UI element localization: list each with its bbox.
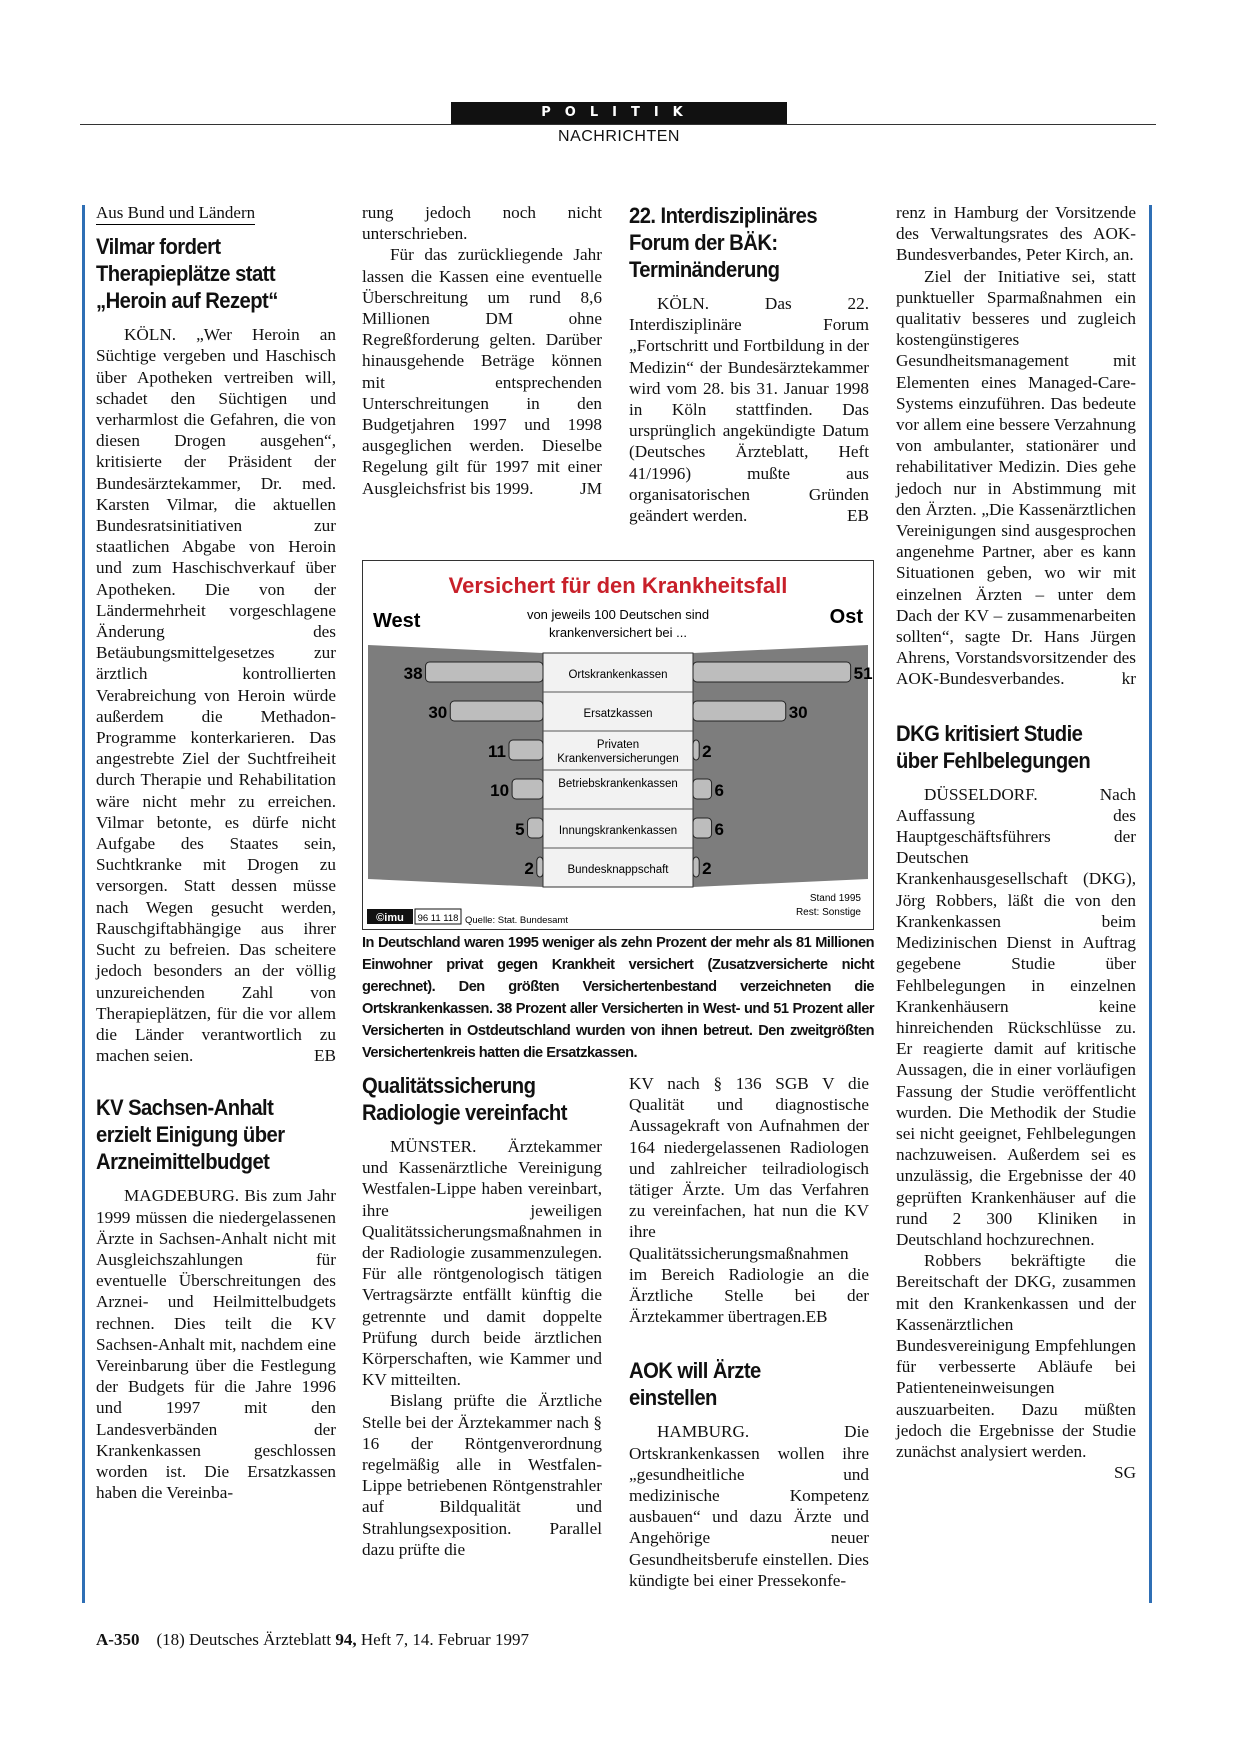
imu-logo: ©imu <box>376 912 404 924</box>
right-column-rule <box>1149 205 1152 1603</box>
ost-label: Ost <box>829 606 863 628</box>
category-label: Betriebskrankenkassen <box>558 778 678 790</box>
author-signature: EB <box>805 1307 828 1327</box>
ost-value-label: 51 <box>853 664 873 683</box>
ost-value-label: 2 <box>702 742 712 761</box>
article-body: Robbers bekräftigte die Bereitschaft der DKG, zusammen mit den Krankenkassen und der Kassenärztlichen Bundesvereinigung Empfehlungen für verbesserte Abläufe bei Patienteneinweisungen auszuarbeiten. Dazu müßten jedoch die Ergebnisse der Studie zunächst analysiert werden. SG <box>896 1251 1136 1483</box>
journal-ref: (18) Deutsches Ärzteblatt <box>156 1630 336 1649</box>
west-value-label: 38 <box>403 664 423 683</box>
article-body: KÖLN. Das 22. Interdisziplinäre Forum „Fortschritt und Fortbildung in der Medizin“ der Bundesärztekammer wird vom 28. bis 31. Januar 1998 in Köln stattfinden. Das ursprünglich angekündigte Datum (Deutsches Ärzteblatt, Heft 41/1996) mußte aus organisatorischen Gründen geändert werden. EB <box>629 294 869 526</box>
column-1 <box>96 202 336 1503</box>
ost-bar <box>693 779 712 799</box>
category-label: Bundesknappschaft <box>567 864 669 876</box>
chart-canvas <box>363 561 873 929</box>
article-title: AOK will Ärzte einstellen <box>629 1358 761 1411</box>
west-value-label: 11 <box>488 742 506 761</box>
column-2-bottom <box>362 1068 602 1560</box>
column-2-top <box>362 202 602 499</box>
west-value-label: 2 <box>524 859 534 878</box>
column-4 <box>896 202 1136 1483</box>
article-body: MÜNSTER. Ärztekammer und Kassenärztliche Vereinigung Westfalen-Lippe haben vereinbart, ihre jeweiligen Qualitätssicherungsmaßnahmen in der Radiologie zusammenzulegen. Für alle röntgenologisch tätigen Vertragsärzte entfällt künftig die getrennte und damit doppelte Prüfung durch beide ärztlichen Körperschaften, wie Kammer und KV mitteilten. <box>362 1137 602 1390</box>
chart-note: Rest: Sonstige <box>795 907 861 918</box>
west-label: West <box>373 610 421 632</box>
page-number: A-350 <box>96 1630 140 1649</box>
west-bar <box>512 779 543 799</box>
header-rule <box>80 124 1156 125</box>
west-bar <box>450 701 543 721</box>
chart-code: 96 11 118 <box>417 913 459 924</box>
ost-value-label: 6 <box>714 781 725 800</box>
subsection-title: NACHRICHTEN <box>558 128 680 145</box>
article-body: DÜSSELDORF. Nach Auffassung des Hauptgeschäftsführers der Deutschen Krankenhausgesellschaft (DKG), Jörg Robbers, läßt die von den Krankenkassen beim Medizinischen Dienst in Auftrag gegebene Studie über Fehlbelegungen in einzelnen Krankenhäusern keine hinreichenden Rückschlüsse zu. Er reagierte damit auf kritische Aussagen, die in einer vorläufigen Fassung der Studie veröffentlicht wurden. Die Methodik der Studie sei nicht geeignet, Fehlbelegungen nachzuweisen. Außerdem sei es unzulässig, die Ergebnisse der 40 geprüften Krankenhäuser auf die rund 2 300 Kliniken in Deutschland hochzurechnen. <box>896 784 1136 1249</box>
left-column-rule <box>82 205 85 1603</box>
ost-bar <box>693 701 786 721</box>
article-title: Qualitätssicherung Radiologie vereinfacht <box>362 1073 567 1125</box>
article-title: KV Sachsen-Anhalt erzielt Einigung über Arzneimittelbudget <box>96 1095 285 1175</box>
west-bar <box>509 740 543 760</box>
chart-subtitle: krankenversichert bei ... <box>548 625 688 640</box>
ost-bar <box>693 662 851 682</box>
category-label: Krankenversicherungen <box>557 753 679 765</box>
article-body: MAGDEBURG. Bis zum Jahr 1999 müssen die niedergelassenen Ärzte in Sachsen-Anhalt nicht mit Ausgleichszahlungen für eventuelle Überschreitungen des Arznei- und Heilmittelbudgets rechnen. Dies teilt die KV Sachsen-Anhalt mit, nachdem eine Vereinbarung über die Festlegung der Budgets für die Jahre 1996 und 1997 mit den Landesverbänden der Krankenkassen geschlossen worden ist. Die Ersatzkassen haben die Vereinba- <box>96 1186 336 1503</box>
category-label: Ortskrankenkassen <box>568 669 668 681</box>
west-bar <box>537 857 543 877</box>
article-title: DKG kritisiert Studie über Fehlbelegungen <box>896 720 1091 773</box>
column-3-top <box>629 198 869 526</box>
chart-note: Stand 1995 <box>809 893 861 904</box>
chart-title: Versichert für den Krankheitsfall <box>448 573 788 598</box>
section-title: POLITIK <box>451 102 787 124</box>
article-body: HAMBURG. Die Ortskrankenkassen wollen ihre „gesundheitliche und medizinische Kompetenz ausbauen“ und dazu Ärzte und Angehörige neuer Gesundheitsberufe einstellen. Dies kündigte bei einer Pressekonfe- <box>629 1422 869 1590</box>
author-signature: EB <box>314 1046 336 1066</box>
author-signature: SG <box>1114 1463 1136 1483</box>
author-signature: JM <box>580 478 602 498</box>
author-signature: kr <box>1121 669 1136 689</box>
west-value-label: 5 <box>515 820 525 839</box>
article-body: rung jedoch noch nicht unterschrieben. <box>362 203 602 244</box>
article-title: Vilmar fordert Therapieplätze statt „Heroin auf Rezept“ <box>96 234 278 314</box>
column-3-bottom <box>629 1073 869 1591</box>
journal-issue: Heft 7, 14. Februar 1997 <box>356 1630 529 1649</box>
page-footer <box>96 1630 529 1650</box>
chart-source: Quelle: Stat. Bundesamt <box>465 915 568 926</box>
journal-volume: 94, <box>335 1630 357 1649</box>
article-title: 22. Interdisziplinäres Forum der BÄK: Terminänderung <box>629 203 818 282</box>
chart-subtitle: von jeweils 100 Deutschen sind <box>526 607 710 622</box>
west-value-label: 30 <box>428 703 448 722</box>
category-label: Innungskrankenkassen <box>558 825 678 837</box>
article-body: KÖLN. „Wer Heroin an Süchtige vergeben und Haschisch über Apotheken vertreiben will, schadet den Süchtigen und verharmlost die Gefahren, die von diesen Drogen ausgehen“, kritisierte der Präsident der Bundesärztekammer, Dr. med. Karsten Vilmar, die aktuellen Bundesratsinitiativen zur staatlichen Abgabe von Heroin und zum Haschischverkauf über Apotheken. Die von der Ländermehrheit vorgeschlagene Änderung des Betäubungsmittelgesetzes zur ärztlich kontrollierten Verabreichung von Heroin würde außerdem die Methadon-Programme konterkarieren. Das angestrebte Ziel der Suchtfreiheit durch Therapie und Rehabilitation wäre nicht mehr zu erreichen. Vilmar betonte, es dürfe nicht Aufgabe des Staates sein, Suchtkranke mit Drogen zu versorgen. Statt dessen müsse nach Wegen gesucht werden, Rauschgiftabhängige aus ihrer Sucht zu befreien. Das scheitere jedoch besonders an der völlig unzureichenden Zahl von Therapieplätzen, für die vor allem die Länder verantwortlich zu machen seien. EB <box>96 325 336 1066</box>
ost-value-label: 30 <box>788 703 808 722</box>
article-body: Ziel der Initiative sei, statt punktueller Sparmaßnahmen ein qualitativ besseres und zugleich kostengünstigeres Gesundheitsmanagement mit Elementen eines Managed-Care-Systems einzuführen. Das bedeute vor allem eine bessere Verzahnung von ambulanter, stationärer und rehabilitativer Medizin. Dies gehe jedoch nur in Abstimmung mit den Ärzten. „Die Kassenärztlichen Vereinigungen sind ausgesprochen angenehme Partner, aber es kann Situationen geben, wo wir mit einzelnen Ärzten – unter dem Dach der KV – zusammenarbeiten sollten“, sagte Dr. Hans Jürgen Ahrens, Vorstandsvorsitzender des AOK-Bundesverbandes. kr <box>896 266 1136 689</box>
article-body: renz in Hamburg der Vorsitzende des Verwaltungsrates des AOK-Bundesverbandes, Peter Kirch, an. <box>896 203 1136 265</box>
west-bar <box>426 662 543 682</box>
insurance-chart <box>362 560 874 930</box>
ost-value-label: 6 <box>714 820 725 839</box>
west-value-label: 10 <box>490 781 510 800</box>
article-body: Für das zurückliegende Jahr lassen die Kassen eine eventuelle Überschreitung um rund 8,6 Millionen DM ohne Regreßforderung gelten. Darüber hinausgehende Beträge können mit entsprechenden Unterschreitungen in den Budgetjahren 1997 und 1998 ausgeglichen werden. Dieselbe Regelung gilt für 1997 mit einer Ausgleichsfrist bis 1999. JM <box>362 245 602 498</box>
category-label: Privaten <box>596 739 640 751</box>
author-signature: EB <box>847 506 869 526</box>
ost-bar <box>693 740 699 760</box>
article-body: Bislang prüfte die Ärztliche Stelle bei der Ärztekammer nach § 16 der Röntgenverordnung regelmäßig alle in Westfalen-Lippe betriebenen Röntgenstrahler auf Bildqualität und Strahlungsexposition. Parallel dazu prüfte die <box>362 1391 602 1559</box>
ost-bar <box>693 818 712 838</box>
west-bar <box>528 818 543 838</box>
category-label: Ersatzkassen <box>583 708 653 720</box>
kicker: Aus Bund und Ländern <box>96 202 255 225</box>
ost-value-label: 2 <box>702 859 712 878</box>
ost-bar <box>693 857 699 877</box>
chart-caption: In Deutschland waren 1995 weniger als zehn Prozent der mehr als 81 Millionen Einwohner privat gegen Krankheit versichert (Zusatzversicherte nicht gerechnet). Den größten Versichertenbestand verzeichneten die Ortskrankenkassen. 38 Prozent aller Versicherten in West- und 51 Prozent aller Versicherten in Ostdeutschland wurden von ihnen betreut. Den zweitgrößten Versichertenkreis hatten die Ersatzkassen. <box>362 935 874 1061</box>
article-body: KV nach § 136 SGB V die Qualität und diagnostische Aussagekraft von Aufnahmen der 164 niedergelassenen Radiologen und zahlreicher teilradiologisch tätiger Ärzte. Um das Verfahren zu vereinfachen, hat nun die KV ihre Qualitätssicherungsmaßnahmen im Bereich Radiologie an die Ärztliche Stelle bei der Ärztekammer übertragen.EB <box>629 1074 869 1327</box>
